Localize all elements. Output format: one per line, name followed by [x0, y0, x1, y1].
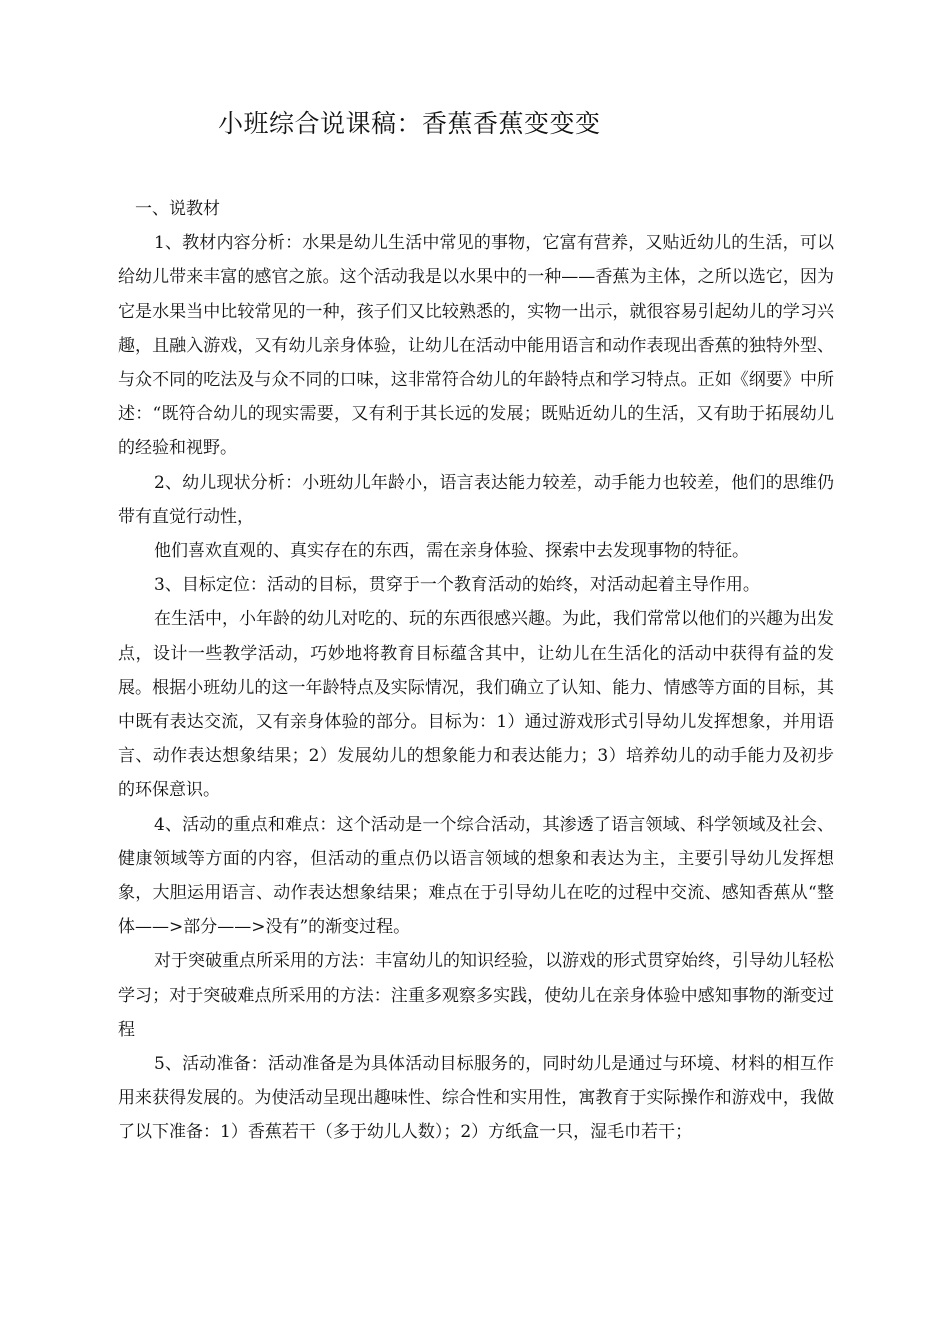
paragraph-goal-positioning: 3、目标定位：活动的目标，贯穿于一个教育活动的始终，对活动起着主导作用。 — [154, 575, 760, 596]
paragraph-child-status: 2、幼儿现状分析：小班幼儿年龄小，语言表达能力较差，动手能力也较差，他们的思维仍带有直觉行动性， — [118, 472, 834, 527]
document-title: 小班综合说课稿：香蕉香蕉变变变 — [218, 109, 601, 138]
paragraph-preparation: 5、活动准备：活动准备是为具体活动目标服务的，同时幼儿是通过与环境、材料的相互作用来获得发展的。为使活动呈现出趣味性、综合性和实用性，寓教育于实际操作和游戏中，我做了以下准备：1）香蕉若干（多于幼儿人数）；2）方纸盒一只，湿毛巾若干； — [118, 1054, 834, 1143]
paragraph-key-points: 4、活动的重点和难点：这个活动是一个综合活动，其渗透了语言领域、科学领域及社会、健康领域等方面的内容，但活动的重点仍以语言领域的想象和表达为主，主要引导幼儿发挥想象，大胆运用语言、动作表达想象结果；难点在于引导幼儿在吃的过程中交流、感知香蕉从“整体——>部分——>没有”的渐变过程。 — [118, 814, 834, 938]
paragraph-methods: 对于突破重点所采用的方法：丰富幼儿的知识经验，以游戏的形式贯穿始终，引导幼儿轻松学习；对于突破难点所采用的方法：注重多观察多实践，使幼儿在亲身体验中感知事物的渐变过程 — [118, 951, 834, 1040]
paragraph-material-analysis: 1、教材内容分析：水果是幼儿生活中常见的事物，它富有营养，又贴近幼儿的生活，可以给幼儿带来丰富的感官之旅。这个活动我是以水果中的一种——香蕉为主体，之所以选它，因为它是水果当中比较常见的一种，孩子们又比较熟悉的，实物一出示，就很容易引起幼儿的学习兴趣，且融入游戏，又有幼儿亲身体验，让幼儿在活动中能用语言和动作表现出香蕉的独特外型、与众不同的吃法及与众不同的口味，这非常符合幼儿的年龄特点和学习特点。正如《纲要》中所述：“既符合幼儿的现实需要，又有利于其长远的发展；既贴近幼儿的生活，又有助于拓展幼儿的经验和视野。 — [118, 233, 834, 459]
paragraph-goals: 在生活中，小年龄的幼儿对吃的、玩的东西很感兴趣。为此，我们常常以他们的兴趣为出发点，设计一些教学活动，巧妙地将教育目标蕴含其中，让幼儿在生活化的活动中获得有益的发展。根据小班幼儿的这一年龄特点及实际情况，我们确立了认知、能力、情感等方面的目标，其中既有表达交流，又有亲身体验的部分。目标为：1）通过游戏形式引导幼儿发挥想象，并用语言、动作表达想象结果；2）发展幼儿的想象能力和表达能力；3）培养幼儿的动手能力及初步的环保意识。 — [118, 609, 834, 801]
paragraph-child-preference: 他们喜欢直观的、真实存在的东西，需在亲身体验、探索中去发现事物的特征。 — [154, 541, 749, 562]
document-body — [118, 192, 834, 1150]
section-heading: 一、说教材 — [135, 199, 220, 219]
